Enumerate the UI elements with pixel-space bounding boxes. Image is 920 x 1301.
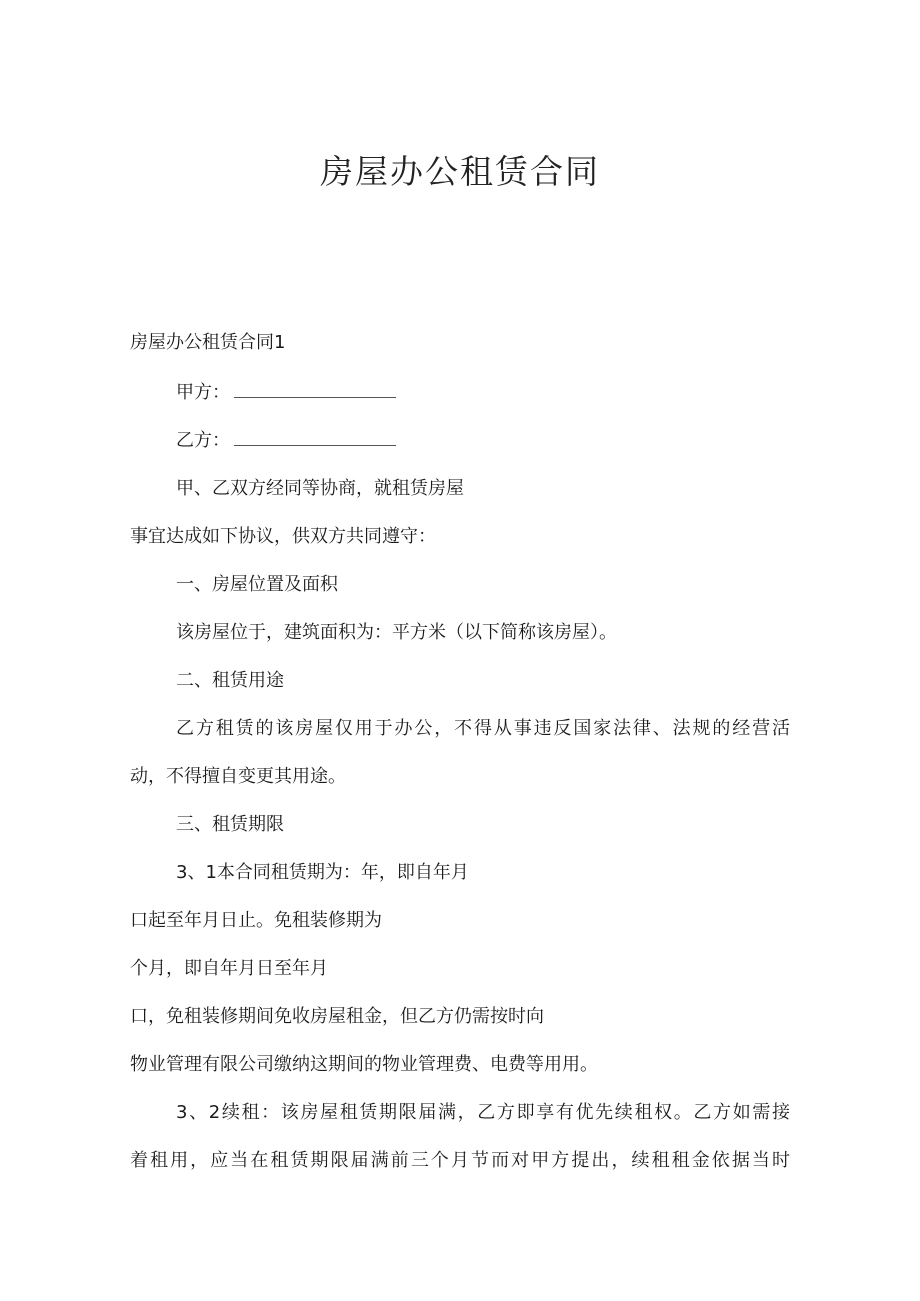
contract-subtitle: 房屋办公租赁合同1 <box>130 332 286 353</box>
paragraph-line: 3、1本合同租赁期为：年，即自年月 <box>176 862 469 883</box>
party-b-label: 乙方： <box>176 430 230 451</box>
section-heading: 三、租赁期限 <box>176 814 284 835</box>
paragraph-line: 个月，即自年月日至年月 <box>130 958 328 979</box>
paragraph-line: 物业管理有限公司缴纳这期间的物业管理费、电费等用用。 <box>130 1054 598 1075</box>
party-b-line <box>176 429 396 453</box>
paragraph-line: 口，免租装修期间免收房屋租金，但乙方仍需按时向 <box>130 1006 544 1027</box>
paragraph-line: 该房屋位于，建筑面积为：平方米（以下简称该房屋）。 <box>176 622 617 643</box>
paragraph-line: 动，不得擅自变更其用途。 <box>130 766 346 787</box>
section-heading: 二、租赁用途 <box>176 670 284 691</box>
paragraph-line: 甲、乙双方经同等协商，就租赁房屋 <box>176 478 464 499</box>
party-b-blank <box>234 429 396 446</box>
party-a-label: 甲方： <box>176 382 230 403</box>
document-title: 房屋办公租赁合同 <box>320 152 600 191</box>
paragraph-line: 着租用，应当在租赁期限届满前三个月节而对甲方提出，续租租金依据当时 <box>130 1150 790 1171</box>
paragraph-line: 事宜达成如下协议，供双方共同遵守： <box>130 526 436 547</box>
section-heading: 一、房屋位置及面积 <box>176 574 338 595</box>
party-a-line <box>176 381 396 405</box>
paragraph-line: 3、2续租：该房屋租赁期限届满，乙方即享有优先续租权。乙方如需接 <box>176 1102 790 1123</box>
paragraph-line: 乙方租赁的该房屋仅用于办公，不得从事违反国家法律、法规的经营活 <box>176 718 790 739</box>
paragraph-line: 口起至年月日止。免租装修期为 <box>130 910 382 931</box>
party-a-blank <box>234 381 396 398</box>
